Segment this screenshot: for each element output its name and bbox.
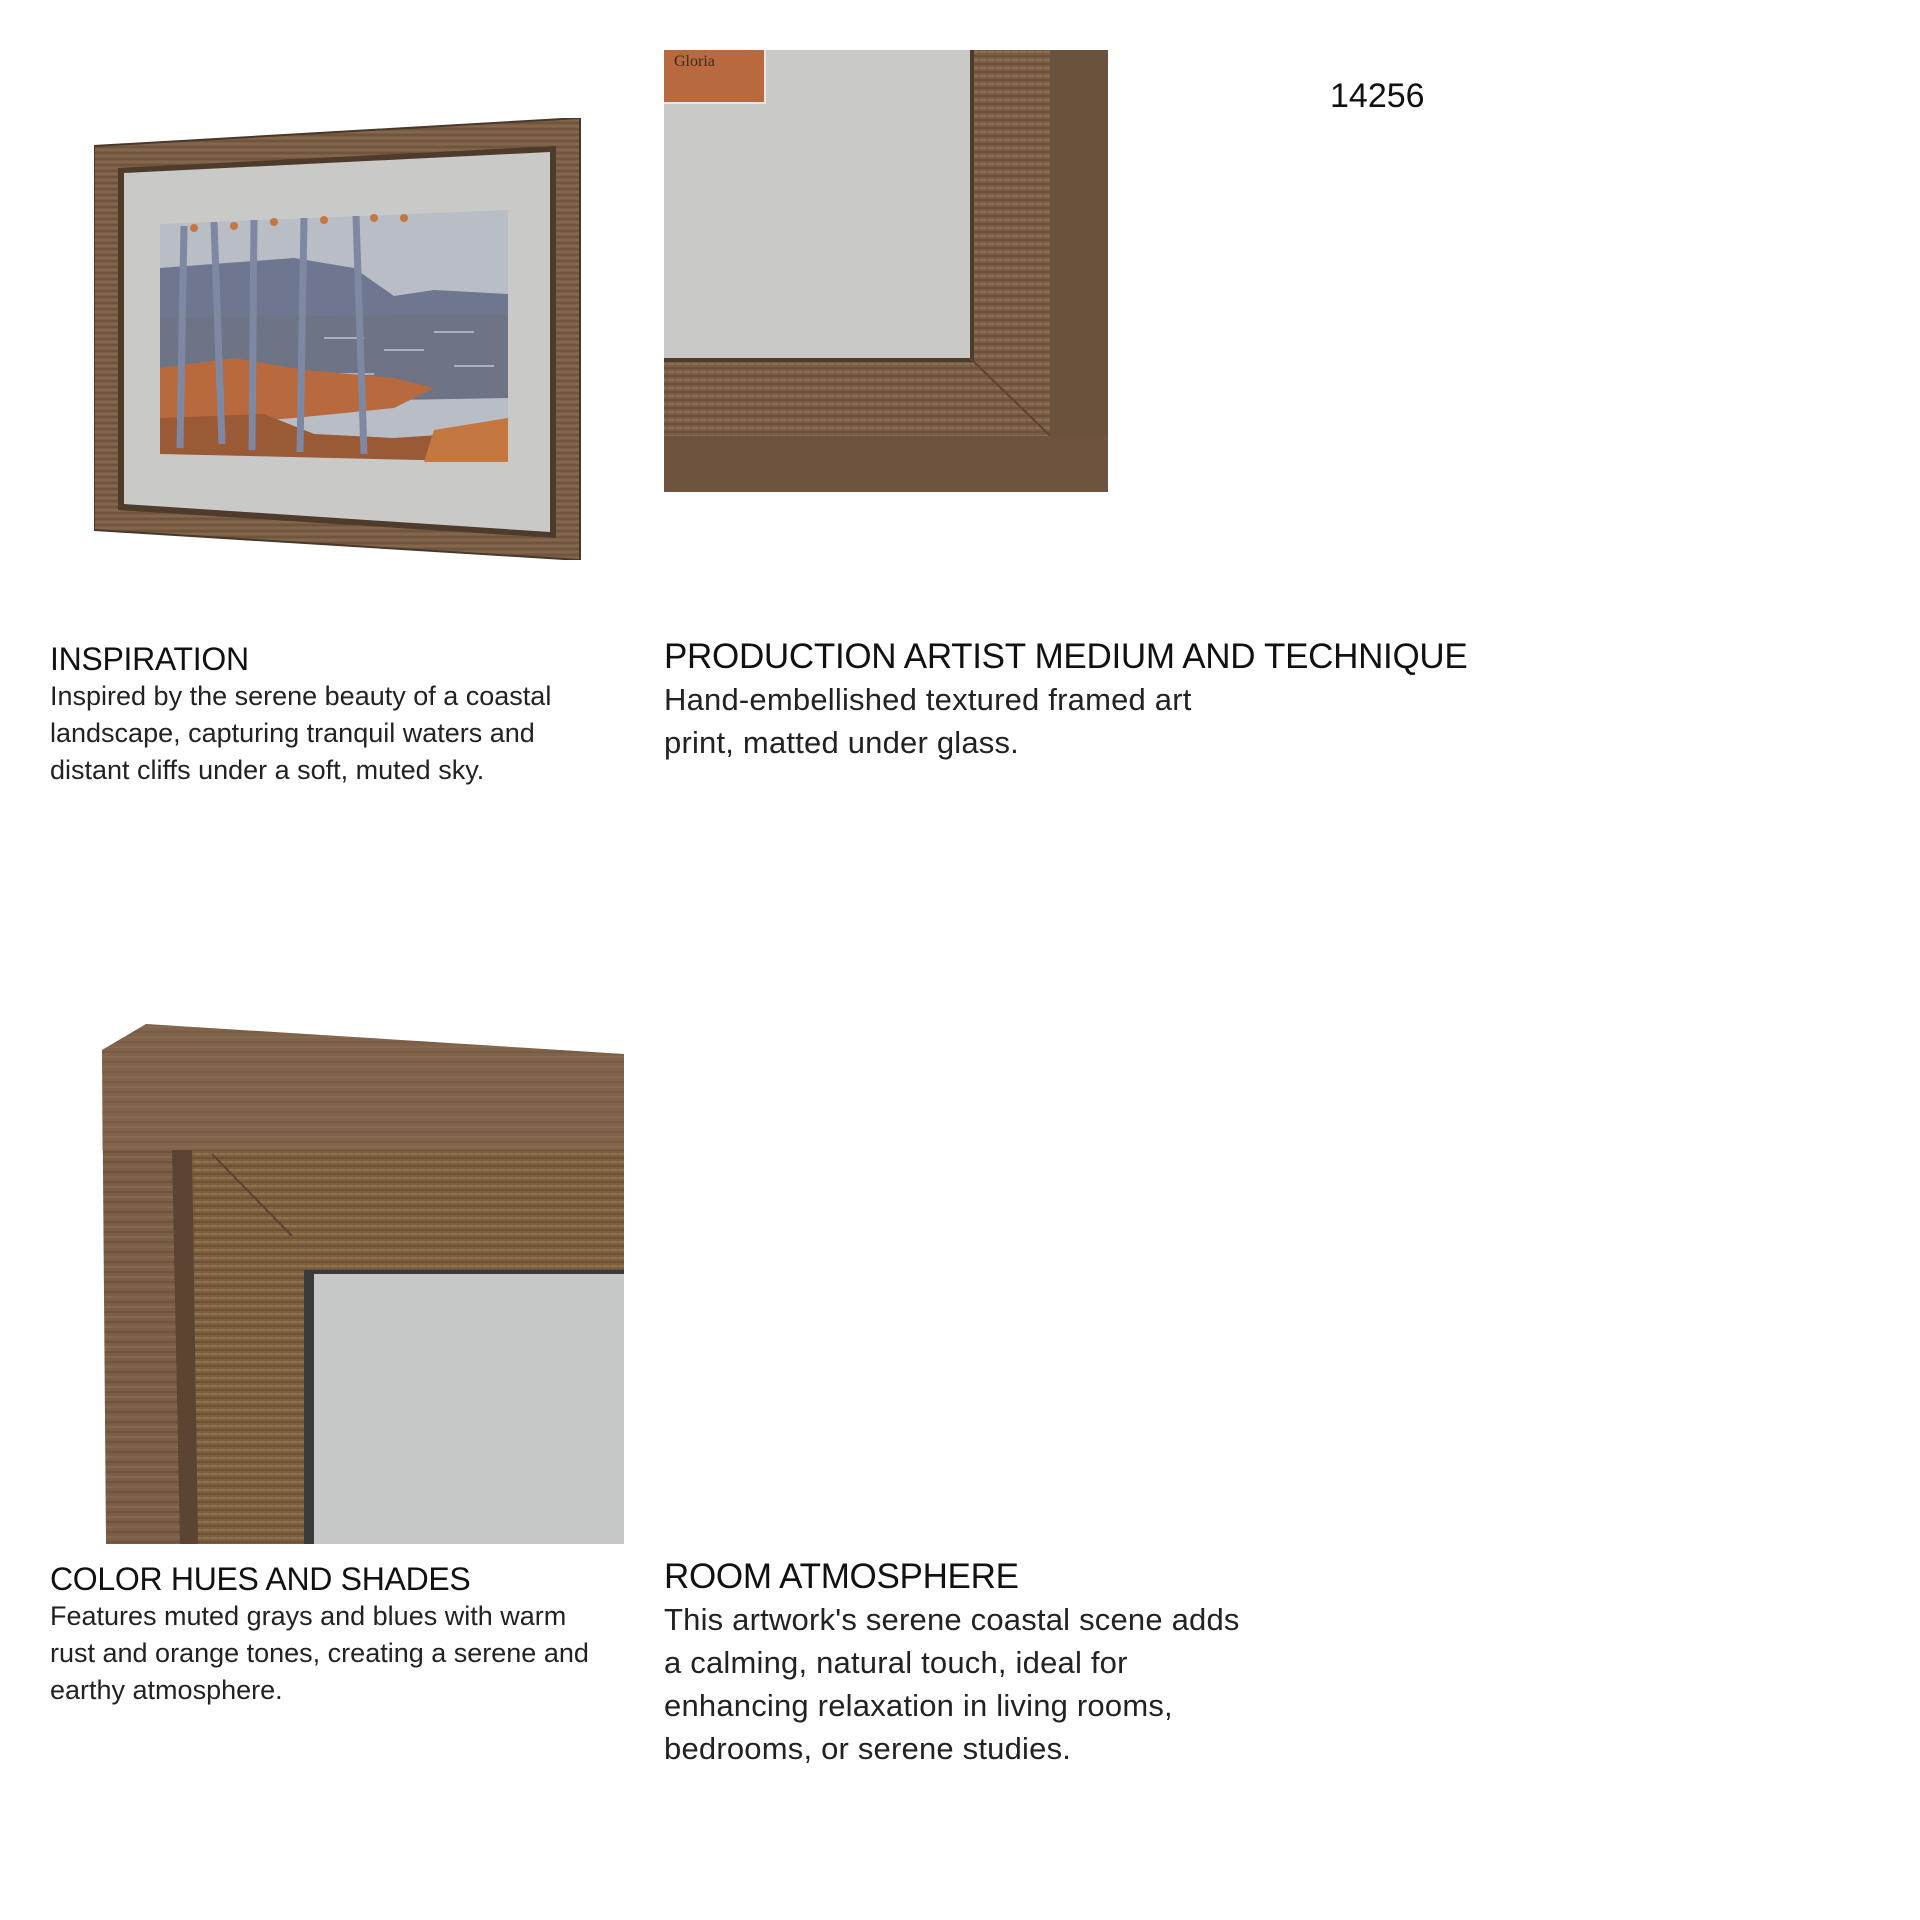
production-line: print, matted under glass. bbox=[664, 725, 1019, 760]
inspiration-text bbox=[50, 678, 551, 789]
frame-corner-detail-image bbox=[664, 50, 1108, 492]
framed-artwork-image bbox=[94, 118, 584, 560]
coastal-landscape-art bbox=[160, 210, 508, 462]
inspiration-line: landscape, capturing tranquil waters and bbox=[50, 718, 535, 748]
room-line: bedrooms, or serene studies. bbox=[664, 1731, 1072, 1766]
inspiration-line: Inspired by the serene beauty of a coastal bbox=[50, 681, 552, 711]
color-text bbox=[50, 1598, 589, 1709]
room-line: This artwork's serene coastal scene adds bbox=[664, 1602, 1240, 1637]
color-line: earthy atmosphere. bbox=[50, 1675, 283, 1705]
inspiration-heading: INSPIRATION bbox=[50, 641, 249, 677]
color-heading: COLOR HUES AND SHADES bbox=[50, 1561, 471, 1597]
frame-profile-detail-image bbox=[102, 1024, 624, 1544]
room-line: a calming, natural touch, ideal for bbox=[664, 1645, 1128, 1680]
room-heading: ROOM ATMOSPHERE bbox=[664, 1557, 1019, 1596]
production-line: Hand-embellished textured framed art bbox=[664, 682, 1192, 717]
color-line: Features muted grays and blues with warm bbox=[50, 1601, 567, 1631]
color-line: rust and orange tones, creating a serene and bbox=[50, 1638, 589, 1668]
production-text bbox=[664, 678, 1192, 764]
room-text bbox=[664, 1598, 1240, 1770]
room-line: enhancing relaxation in living rooms, bbox=[664, 1688, 1173, 1723]
inspiration-line: distant cliffs under a soft, muted sky. bbox=[50, 755, 485, 785]
artist-signature: Gloria bbox=[674, 53, 715, 70]
production-heading: PRODUCTION ARTIST MEDIUM AND TECHNIQUE bbox=[664, 637, 1468, 676]
product-sku: 14256 bbox=[1330, 77, 1425, 115]
